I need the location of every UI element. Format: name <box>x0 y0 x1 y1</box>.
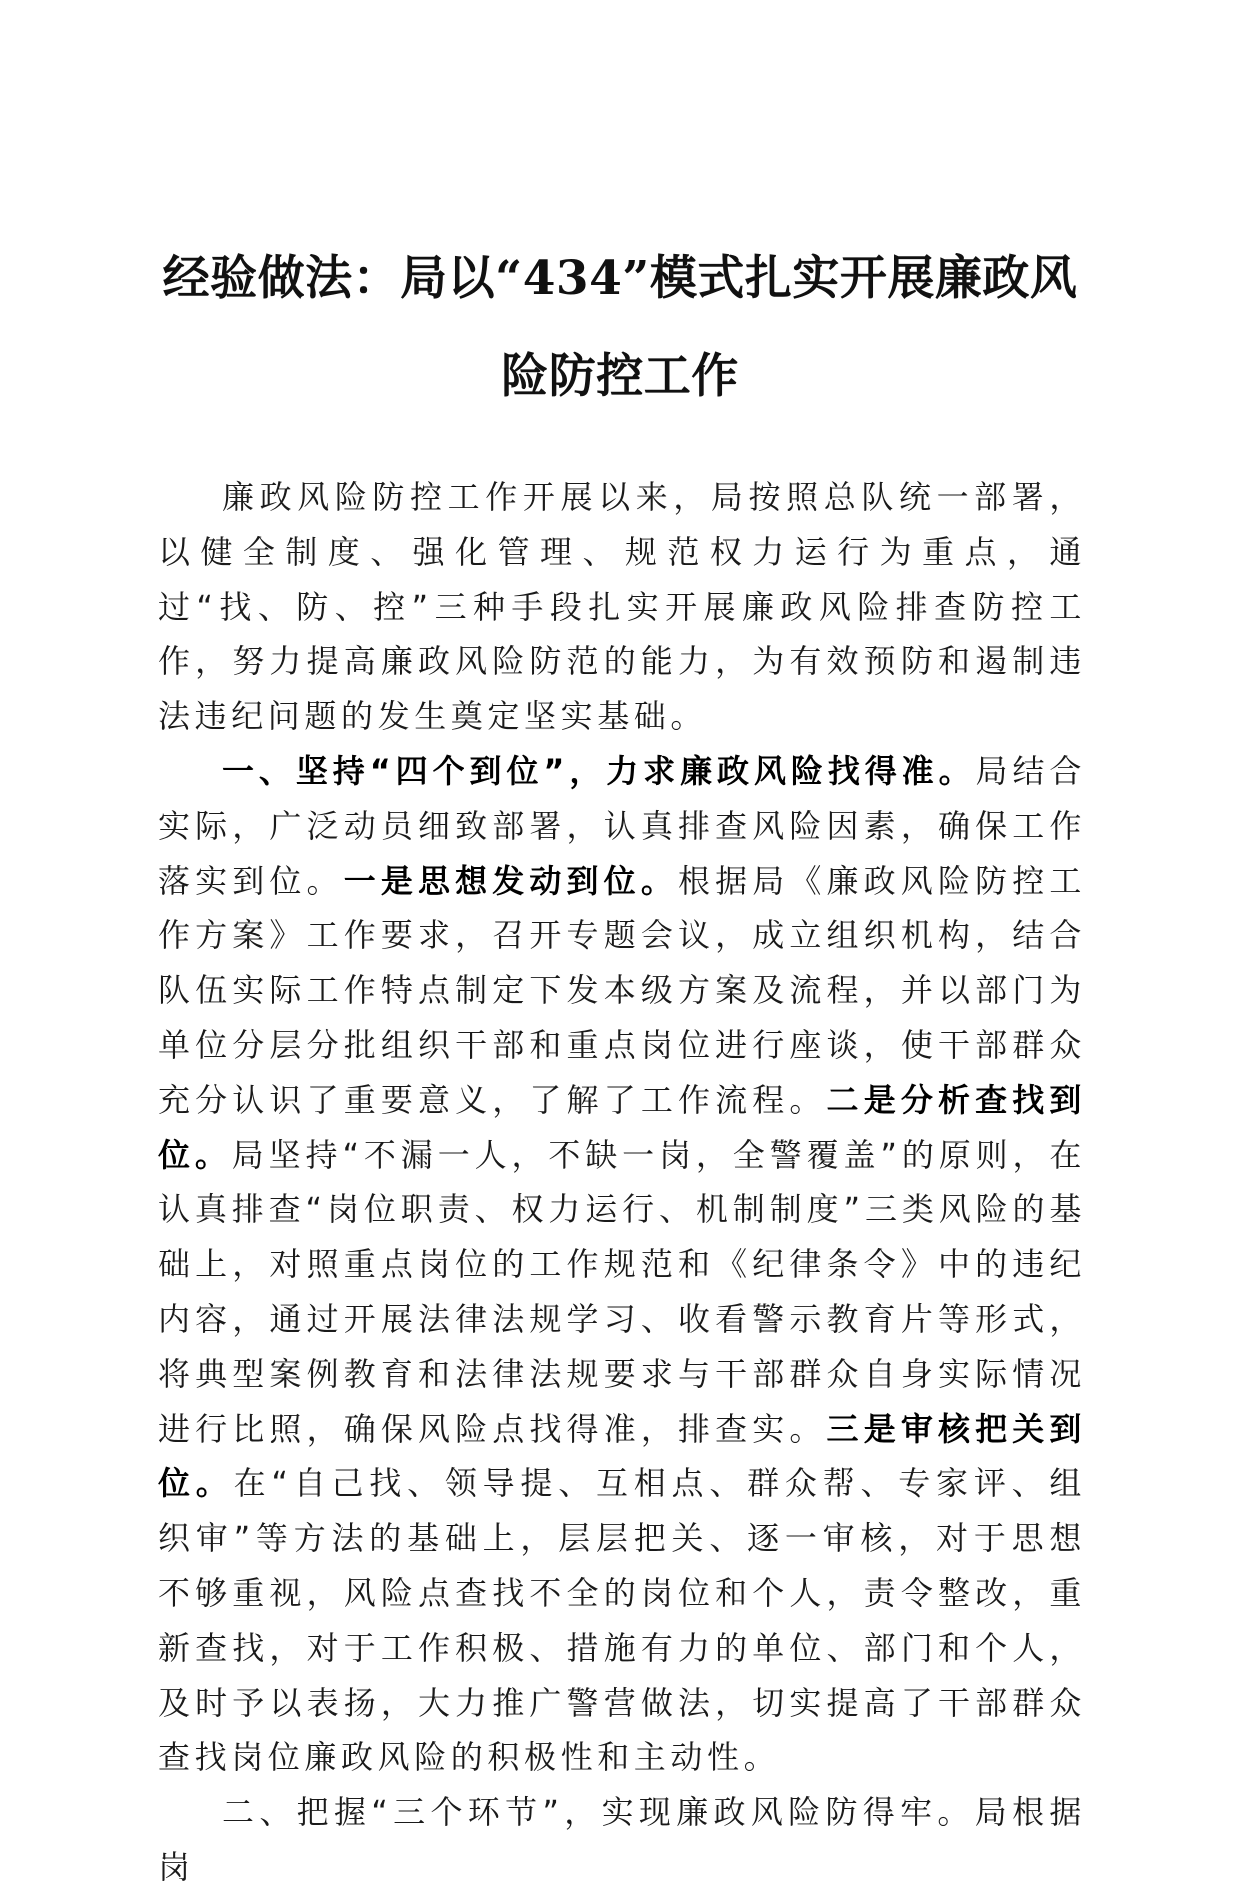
section-one-heading: 一、坚持“四个到位”，力求廉政风险找得准。 <box>222 751 976 790</box>
document-title: 经验做法：局以“434”模式扎实开展廉政风险防控工作 <box>162 251 1078 404</box>
point-two-heading: 二是分析查找到位。 <box>158 1080 1086 1174</box>
intro-paragraph <box>158 470 1086 744</box>
point-two-text: 局坚持“不漏一人，不缺一岗，全警覆盖”的原则，在认真排查“岗位职责、权力运行、机制制度”三类风险的基础上，对照重点岗位的工作规范和《纪律条令》中的违纪内容，通过开展法律法规学习、收看警示教育片等形式，将典型案例教育和法律法规要求与干部群众自身实际情况进行比照，确保风险点找得准，排查实。 <box>158 1135 1086 1448</box>
section-two-paragraph <box>158 1785 1086 1895</box>
document-body <box>158 470 1086 1895</box>
point-three-text: 在“自己找、领导提、互相点、群众帮、专家评、组织审”等方法的基础上，层层把关、逐一审核，对于思想不够重视，风险点查找不全的岗位和个人，责令整改，重新查找，对于工作积极、措施有力的单位、部门和个人，及时予以表扬，大力推广警营做法，切实提高了干部群众查找岗位廉政风险的积极性和主动性。 <box>158 1464 1086 1777</box>
intro-text: 廉政风险防控工作开展以来，局按照总队统一部署，以健全制度、强化管理、规范权力运行为重点，通过“找、防、控”三种手段扎实开展廉政风险排查防控工作，努力提高廉政风险防范的能力，为有效预防和遏制违法违纪问题的发生奠定坚实基础。 <box>158 478 1086 736</box>
section-two-text: 局根据岗 <box>158 1793 1086 1886</box>
point-one-heading: 一是思想发动到位。 <box>343 861 678 900</box>
section-one-paragraph <box>158 744 1086 1785</box>
section-two-heading: 二、把握“三个环节”，实现廉政风险防得牢。 <box>222 1793 975 1832</box>
section-one-intro-text: 局结合实际，广泛动员细致部署，认真排查风险因素，确保工作落实到位。 <box>158 751 1086 900</box>
point-three-heading: 三是审核把关到位。 <box>158 1409 1086 1503</box>
point-one-text: 根据局《廉政风险防控工作方案》工作要求，召开专题会议，成立组织机构，结合队伍实际工作特点制定下发本级方案及流程，并以部门为单位分层分批组织干部和重点岗位进行座谈，使干部群众充分认识了重要意义，了解了工作流程。 <box>158 861 1086 1119</box>
